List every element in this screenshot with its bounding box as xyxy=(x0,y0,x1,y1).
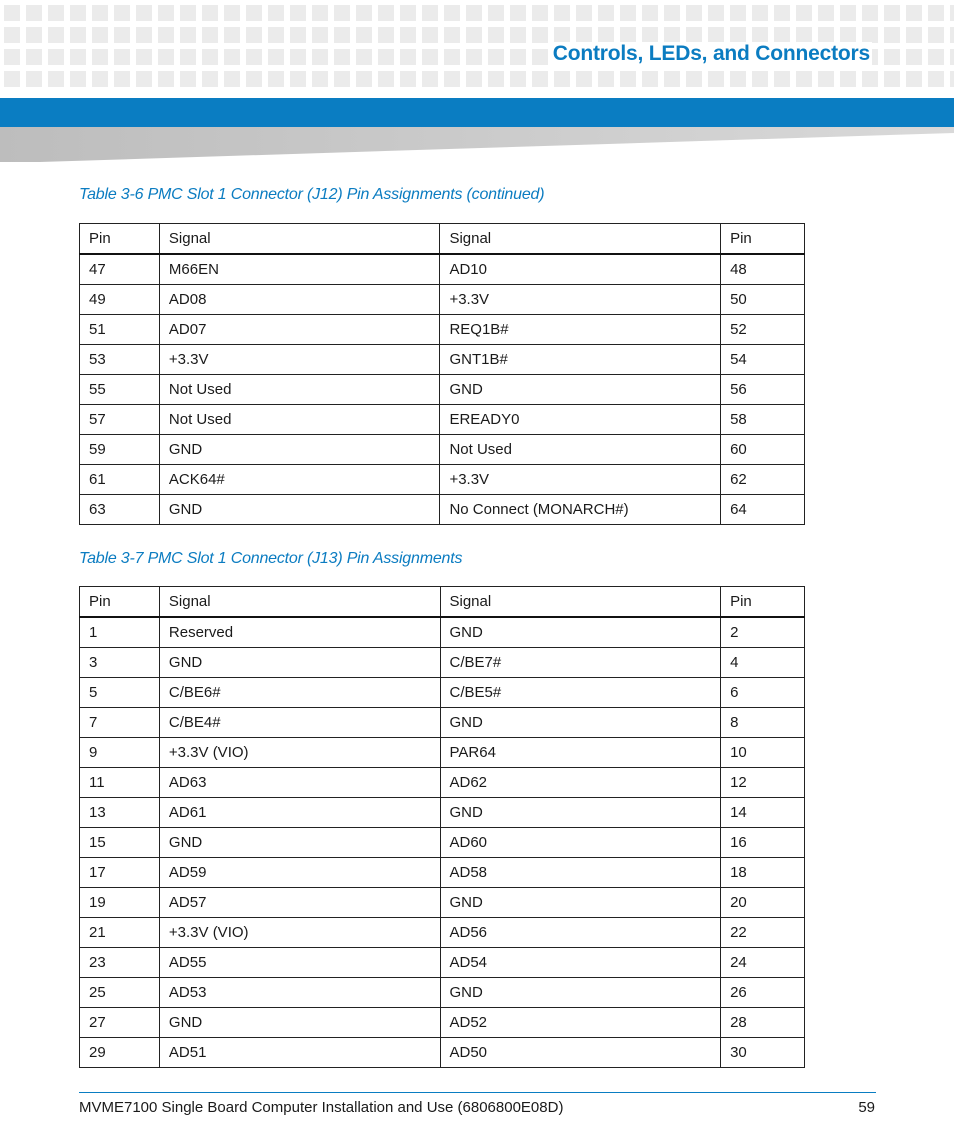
pin-number-cell: 10 xyxy=(721,738,805,768)
signal-cell: EREADY0 xyxy=(440,405,721,435)
table-row xyxy=(80,1008,805,1038)
signal-cell: +3.3V xyxy=(159,345,440,375)
signal-cell: AD59 xyxy=(159,858,440,888)
table-row xyxy=(80,435,805,465)
pin-number-cell: 58 xyxy=(721,405,805,435)
pin-number-cell: 2 xyxy=(721,617,805,648)
table-row xyxy=(80,254,805,285)
pin-number-cell: 13 xyxy=(80,798,160,828)
table-row xyxy=(80,738,805,768)
table-row xyxy=(80,978,805,1008)
pin-number-cell: 50 xyxy=(721,285,805,315)
pin-number-cell: 29 xyxy=(80,1038,160,1068)
table-row xyxy=(80,888,805,918)
signal-cell: GND xyxy=(159,828,440,858)
signal-cell: +3.3V (VIO) xyxy=(159,918,440,948)
pin-number-cell: 27 xyxy=(80,1008,160,1038)
pin-number-cell: 3 xyxy=(80,648,160,678)
pin-number-cell: 20 xyxy=(721,888,805,918)
signal-cell: AD54 xyxy=(440,948,721,978)
pin-number-cell: 49 xyxy=(80,285,160,315)
signal-cell: AD57 xyxy=(159,888,440,918)
pin-number-cell: 22 xyxy=(721,918,805,948)
header-band xyxy=(0,98,954,127)
pin-number-cell: 61 xyxy=(80,465,160,495)
signal-cell: ACK64# xyxy=(159,465,440,495)
signal-cell: AD50 xyxy=(440,1038,721,1068)
header-swoosh xyxy=(0,127,954,163)
signal-cell: C/BE7# xyxy=(440,648,721,678)
signal-cell: REQ1B# xyxy=(440,315,721,345)
signal-cell: AD63 xyxy=(159,768,440,798)
pin-number-cell: 30 xyxy=(721,1038,805,1068)
signal-cell: Not Used xyxy=(440,435,721,465)
signal-cell: AD08 xyxy=(159,285,440,315)
pin-number-cell: 51 xyxy=(80,315,160,345)
pin-number-cell: 17 xyxy=(80,858,160,888)
table-row xyxy=(80,495,805,525)
pin-number-cell: 56 xyxy=(721,375,805,405)
column-header: Pin xyxy=(721,224,805,255)
page-number: 59 xyxy=(858,1099,875,1116)
signal-cell: GND xyxy=(440,375,721,405)
pin-number-cell: 28 xyxy=(721,1008,805,1038)
column-header: Signal xyxy=(440,224,721,255)
signal-cell: +3.3V xyxy=(440,465,721,495)
signal-cell: GND xyxy=(440,888,721,918)
table-caption: Table 3-7 PMC Slot 1 Connector (J13) Pin Assignments xyxy=(79,550,463,567)
pin-number-cell: 59 xyxy=(80,435,160,465)
table-row xyxy=(80,1038,805,1068)
pin-number-cell: 53 xyxy=(80,345,160,375)
table-caption: Table 3-6 PMC Slot 1 Connector (J12) Pin Assignments (continued) xyxy=(79,186,545,203)
column-header: Signal xyxy=(159,224,440,255)
pin-number-cell: 1 xyxy=(80,617,160,648)
signal-cell: AD07 xyxy=(159,315,440,345)
signal-cell: AD56 xyxy=(440,918,721,948)
pin-number-cell: 24 xyxy=(721,948,805,978)
pin-number-cell: 60 xyxy=(721,435,805,465)
signal-cell: +3.3V (VIO) xyxy=(159,738,440,768)
pin-number-cell: 11 xyxy=(80,768,160,798)
signal-cell: AD52 xyxy=(440,1008,721,1038)
signal-cell: No Connect (MONARCH#) xyxy=(440,495,721,525)
pin-number-cell: 9 xyxy=(80,738,160,768)
table-row xyxy=(80,648,805,678)
pin-table-j13 xyxy=(79,586,805,1068)
footer-document-title: MVME7100 Single Board Computer Installation and Use (6806800E08D) xyxy=(79,1099,564,1116)
table-row xyxy=(80,285,805,315)
table-row xyxy=(80,315,805,345)
column-header: Signal xyxy=(159,587,440,618)
table-row xyxy=(80,345,805,375)
pin-number-cell: 63 xyxy=(80,495,160,525)
signal-cell: GND xyxy=(440,978,721,1008)
section-title: Controls, LEDs, and Connectors xyxy=(552,42,870,65)
signal-cell: GND xyxy=(440,798,721,828)
pin-number-cell: 55 xyxy=(80,375,160,405)
table-row xyxy=(80,375,805,405)
pin-number-cell: 54 xyxy=(721,345,805,375)
signal-cell: GND xyxy=(440,617,721,648)
signal-cell: Reserved xyxy=(159,617,440,648)
footer-divider xyxy=(79,1092,876,1093)
table-row xyxy=(80,828,805,858)
signal-cell: PAR64 xyxy=(440,738,721,768)
signal-cell: GND xyxy=(159,435,440,465)
table-row xyxy=(80,678,805,708)
pin-number-cell: 25 xyxy=(80,978,160,1008)
pin-number-cell: 23 xyxy=(80,948,160,978)
signal-cell: Not Used xyxy=(159,405,440,435)
pin-number-cell: 52 xyxy=(721,315,805,345)
table-row xyxy=(80,918,805,948)
signal-cell: GND xyxy=(440,708,721,738)
pin-number-cell: 47 xyxy=(80,254,160,285)
signal-cell: AD61 xyxy=(159,798,440,828)
column-header: Signal xyxy=(440,587,721,618)
signal-cell: AD58 xyxy=(440,858,721,888)
signal-cell: AD51 xyxy=(159,1038,440,1068)
table-row xyxy=(80,858,805,888)
column-header: Pin xyxy=(80,587,160,618)
signal-cell: GNT1B# xyxy=(440,345,721,375)
column-header: Pin xyxy=(721,587,805,618)
pin-number-cell: 16 xyxy=(721,828,805,858)
pin-number-cell: 4 xyxy=(721,648,805,678)
table-row xyxy=(80,708,805,738)
pin-number-cell: 6 xyxy=(721,678,805,708)
table-header-row xyxy=(80,587,805,618)
pin-number-cell: 5 xyxy=(80,678,160,708)
signal-cell: M66EN xyxy=(159,254,440,285)
signal-cell: AD53 xyxy=(159,978,440,1008)
pin-table-j12 xyxy=(79,223,805,525)
pin-number-cell: 64 xyxy=(721,495,805,525)
pin-number-cell: 26 xyxy=(721,978,805,1008)
signal-cell: C/BE6# xyxy=(159,678,440,708)
column-header: Pin xyxy=(80,224,160,255)
signal-cell: GND xyxy=(159,1008,440,1038)
pin-number-cell: 7 xyxy=(80,708,160,738)
pin-number-cell: 14 xyxy=(721,798,805,828)
pin-number-cell: 57 xyxy=(80,405,160,435)
pin-number-cell: 19 xyxy=(80,888,160,918)
signal-cell: AD62 xyxy=(440,768,721,798)
table-row xyxy=(80,948,805,978)
signal-cell: +3.3V xyxy=(440,285,721,315)
pin-number-cell: 15 xyxy=(80,828,160,858)
signal-cell: GND xyxy=(159,648,440,678)
pin-number-cell: 21 xyxy=(80,918,160,948)
table-row xyxy=(80,617,805,648)
signal-cell: AD10 xyxy=(440,254,721,285)
table-row xyxy=(80,465,805,495)
table-header-row xyxy=(80,224,805,255)
table-row xyxy=(80,798,805,828)
table-row xyxy=(80,768,805,798)
table-row xyxy=(80,405,805,435)
pin-number-cell: 48 xyxy=(721,254,805,285)
pin-number-cell: 18 xyxy=(721,858,805,888)
pin-number-cell: 12 xyxy=(721,768,805,798)
signal-cell: C/BE4# xyxy=(159,708,440,738)
pin-number-cell: 62 xyxy=(721,465,805,495)
signal-cell: Not Used xyxy=(159,375,440,405)
pin-number-cell: 8 xyxy=(721,708,805,738)
signal-cell: AD55 xyxy=(159,948,440,978)
signal-cell: AD60 xyxy=(440,828,721,858)
signal-cell: C/BE5# xyxy=(440,678,721,708)
signal-cell: GND xyxy=(159,495,440,525)
